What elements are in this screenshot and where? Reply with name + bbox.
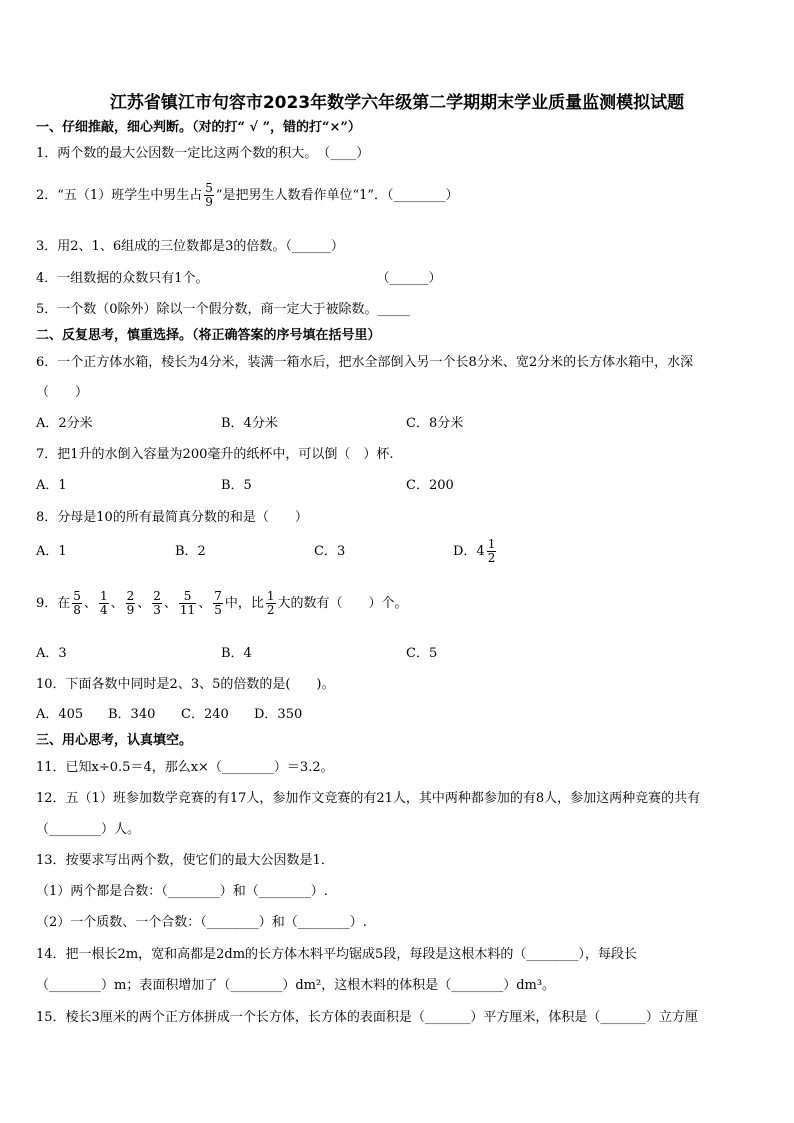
- fraction-numerator: 1: [99, 589, 108, 603]
- question-1: 1．两个数的最大公因数一定比这两个数的积大。 （____）: [36, 146, 370, 161]
- fraction-numerator: 1: [266, 589, 275, 603]
- question-14-line-1: 14．把一根长2m，宽和高都是2dm的长方体木料平均锯成5段，每段是这根木料的（________），每段长: [36, 947, 637, 962]
- option-b: B．2: [175, 544, 206, 559]
- fraction-numerator: 7: [214, 589, 222, 603]
- question-2-fraction: [204, 182, 214, 209]
- question-2: [36, 182, 459, 209]
- section-1-header: 一、仔细推敲，细心判断。（对的打“ √ ”，错的打“×”）: [36, 120, 361, 135]
- question-4: [36, 271, 442, 287]
- option-c: C．8分米: [406, 416, 464, 431]
- fraction: [179, 590, 196, 617]
- question-10: 10．下面各数中同时是2、3、5的倍数的是( )。: [36, 677, 335, 692]
- option-d-label: D．4: [453, 544, 485, 559]
- question-6-line-2: （ ）: [36, 385, 89, 400]
- option-b: B．4: [221, 646, 252, 661]
- question-9-options: [36, 646, 437, 662]
- fraction-numerator: 5: [179, 590, 196, 604]
- question-10-options: [36, 707, 302, 723]
- option-a: A．405: [36, 707, 84, 722]
- fraction-denominator: 9: [126, 603, 135, 617]
- fraction: [213, 590, 223, 617]
- question-13-part-1: （1）两个都是合数：（________）和（________）.: [36, 884, 328, 899]
- question-7: 7．把1升的水倒入容量为200毫升的纸杯中，可以倒（ ）杯.: [36, 447, 394, 462]
- fraction: [72, 590, 82, 617]
- question-11: 11．已知x÷0.5＝4，那么x×（________）＝3.2。: [36, 760, 334, 775]
- option-d: D．350: [254, 707, 303, 722]
- option-c: C．5: [406, 646, 438, 661]
- section-2-header: 二、反复思考，慎重选择。（将正确答案的序号填在括号里）: [36, 328, 381, 343]
- section-3-header: 三、用心思考，认真填空。: [36, 733, 193, 748]
- fraction-numerator: 2: [153, 589, 161, 603]
- question-5: 5．一个数（0除外）除以一个假分数，商一定大于被除数。_____: [36, 302, 411, 317]
- fraction: [266, 590, 276, 617]
- fraction: [126, 590, 136, 617]
- fraction-denominator: 5: [214, 603, 222, 617]
- question-7-options: [36, 478, 454, 494]
- question-13-part-2: （2）一个质数、一个合数：（________）和（________）.: [36, 915, 367, 930]
- question-12-line-2: （________）人。: [36, 822, 141, 837]
- fraction-denominator: 3: [153, 603, 161, 617]
- question-9-text-pre: 9．在: [36, 596, 71, 611]
- question-2-text-post: ”是把男生人数看作单位“1”．（________）: [215, 188, 459, 203]
- fraction-numerator: 5: [73, 589, 81, 603]
- fraction-denominator: 2: [266, 603, 275, 617]
- fraction-numerator: 5: [205, 181, 213, 195]
- question-6-line-1: 6．一个正方体水箱，棱长为4分米，装满一箱水后，把水全部倒入另一个长8分米、宽2分米的长方体水箱中，水深: [36, 355, 694, 370]
- option-a: A．1: [36, 544, 67, 559]
- fraction-denominator: 4: [99, 603, 108, 617]
- fraction-denominator: 2: [487, 551, 496, 565]
- fraction: [152, 590, 162, 617]
- separator: 、: [110, 596, 124, 611]
- question-14-line-2: （________）m；表面积增加了（________）dm²，这根木料的体积是（________）dm³。: [36, 978, 556, 993]
- question-8: 8．分母是10的所有最简真分数的和是（ ）: [36, 510, 308, 525]
- question-2-text-pre: 2．“五（1）班学生中男生占: [36, 188, 203, 203]
- question-9-text-post: 大的数有（ ）个。: [277, 596, 408, 611]
- option-b: B．340: [108, 707, 156, 722]
- separator: 、: [137, 596, 151, 611]
- option-c: C．200: [406, 478, 454, 493]
- fraction-denominator: 8: [73, 603, 81, 617]
- separator: 、: [163, 596, 177, 611]
- separator: 、: [198, 596, 212, 611]
- option-b: B．4分米: [221, 416, 278, 431]
- option-b: B．5: [221, 478, 252, 493]
- page-title: 江苏省镇江市句容市2023年数学六年级第二学期期末学业质量监测模拟试题: [109, 93, 685, 113]
- question-4-blank: （______）: [376, 271, 442, 286]
- option-a: A．2分米: [36, 416, 93, 431]
- question-12-line-1: 12．五（1）班参加数学竞赛的有17人，参加作文竞赛的有21人，其中两种都参加的有8人，参加这两种竞赛的共有: [36, 791, 701, 806]
- question-6-options: [36, 416, 463, 432]
- question-15: 15．棱长3厘米的两个正方体拼成一个长方体，长方体的表面积是（_______）平方厘米，体积是（_______）立方厘: [36, 1010, 698, 1025]
- fraction-numerator: 1: [487, 537, 496, 551]
- fraction-denominator: 9: [205, 195, 213, 209]
- question-13: 13．按要求写出两个数，使它们的最大公因数是1．: [36, 853, 334, 868]
- question-8-options: [36, 538, 498, 565]
- question-4-text: 4．一组数据的众数只有1个。: [36, 271, 209, 286]
- option-a: A．1: [36, 478, 67, 493]
- option-c: C．3: [314, 544, 346, 559]
- option-d-fraction: [487, 538, 497, 565]
- option-a: A．3: [36, 646, 67, 661]
- option-c: C．240: [181, 707, 229, 722]
- fraction-numerator: 2: [126, 589, 135, 603]
- question-9-text-mid: 中，比: [224, 596, 264, 611]
- fraction-denominator: 11: [179, 603, 196, 617]
- question-9: [36, 590, 408, 617]
- fraction: [99, 590, 109, 617]
- separator: 、: [83, 596, 97, 611]
- question-3: 3．用2、1、6组成的三位数都是3的倍数。（______）: [36, 239, 344, 254]
